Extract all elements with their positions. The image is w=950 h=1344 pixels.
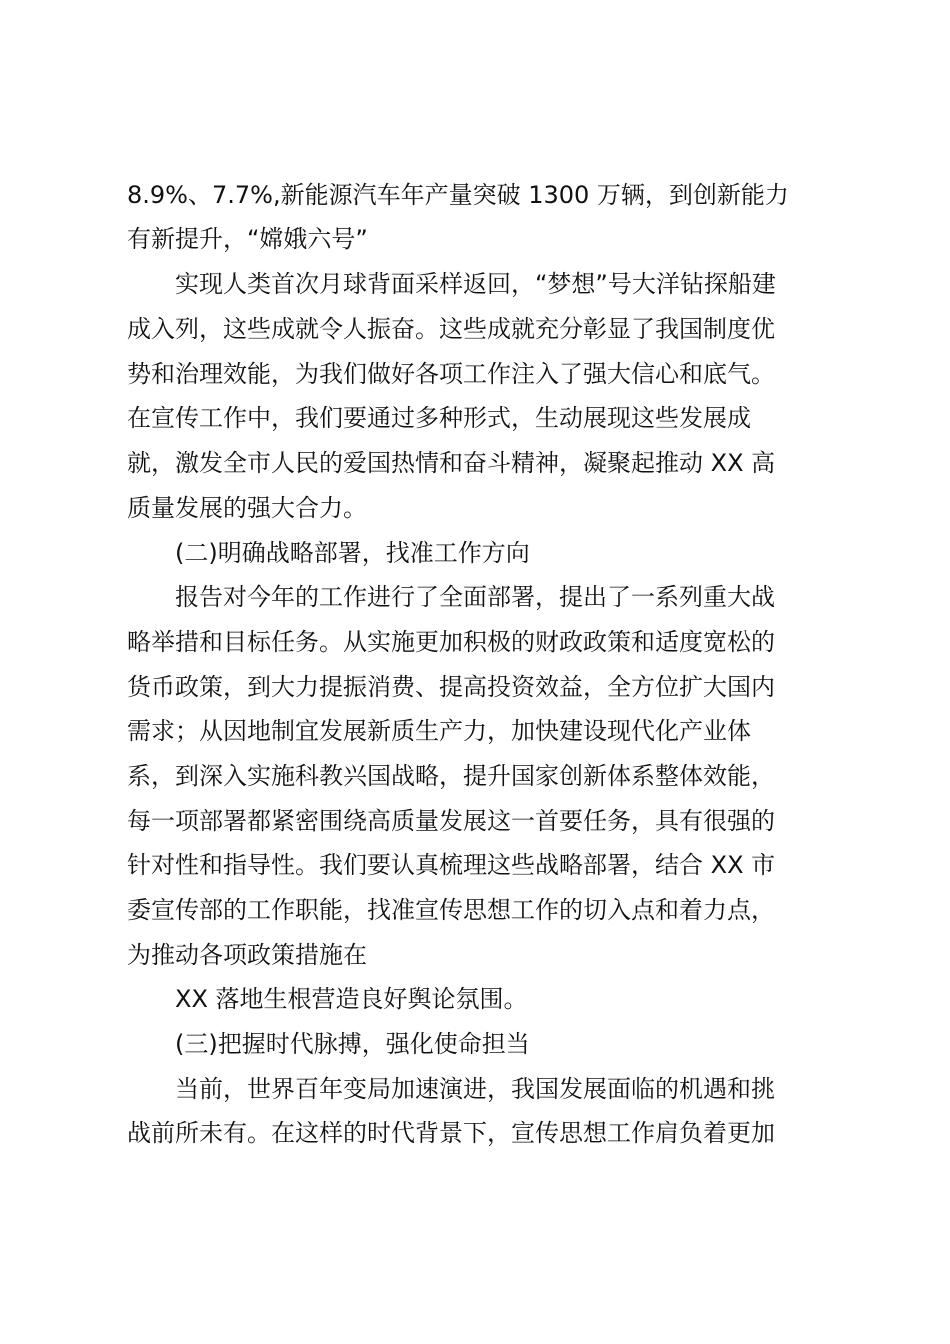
text-line: 有新提升，“嫦娥六号” bbox=[127, 225, 368, 253]
paragraph-start-line: 实现人类首次月球背面采样返回，“梦想”号大洋钻探船建 bbox=[175, 270, 776, 298]
section-heading: (二)明确战略部署，找准工作方向 bbox=[175, 539, 530, 567]
section-heading: (三)把握时代脉搏，强化使命担当 bbox=[175, 1030, 530, 1058]
paragraph-start-line: 当前，世界百年变局加速演进，我国发展面临的机遇和挑 bbox=[175, 1075, 775, 1103]
text-line: 委宣传部的工作职能，找准宣传思想工作的切入点和着力点， bbox=[127, 896, 775, 924]
text-line: 质量发展的强大合力。 bbox=[127, 494, 367, 522]
text-line: 为推动各项政策措施在 bbox=[127, 941, 367, 969]
text-line: 在宣传工作中，我们要通过多种形式，生动展现这些发展成 bbox=[127, 404, 751, 432]
text-line: 每一项部署都紧密围绕高质量发展这一首要任务，具有很强的 bbox=[127, 807, 775, 835]
text-line: 势和治理效能，为我们做好各项工作注入了强大信心和底气。 bbox=[127, 360, 775, 388]
text-line: 系，到深入实施科教兴国战略，提升国家创新体系整体效能， bbox=[127, 762, 775, 790]
text-line: 就，激发全市人民的爱国热情和奋斗精神，凝聚起推动 XX 高 bbox=[127, 449, 776, 477]
text-line: 战前所未有。在这样的时代背景下，宣传思想工作肩负着更加 bbox=[127, 1119, 775, 1147]
text-line: 略举措和目标任务。从实施更加积极的财政政策和适度宽松的 bbox=[127, 628, 775, 656]
text-line: 成入列，这些成就令人振奋。这些成就充分彰显了我国制度优 bbox=[127, 315, 775, 343]
text-line: 需求；从因地制宜发展新质生产力，加快建设现代化产业体 bbox=[127, 717, 751, 745]
paragraph-start-line: XX 落地生根营造良好舆论氛围。 bbox=[175, 985, 528, 1013]
text-line: 8.9%、7.7%,新能源汽车年产量突破 1300 万辆，到创新能力 bbox=[127, 181, 789, 209]
text-line: 货币政策，到大力提振消费、提高投资效益，全方位扩大国内 bbox=[127, 673, 775, 701]
paragraph-start-line: 报告对今年的工作进行了全面部署，提出了一系列重大战 bbox=[175, 583, 775, 611]
text-line: 针对性和指导性。我们要认真梳理这些战略部署，结合 XX 市 bbox=[127, 851, 776, 879]
